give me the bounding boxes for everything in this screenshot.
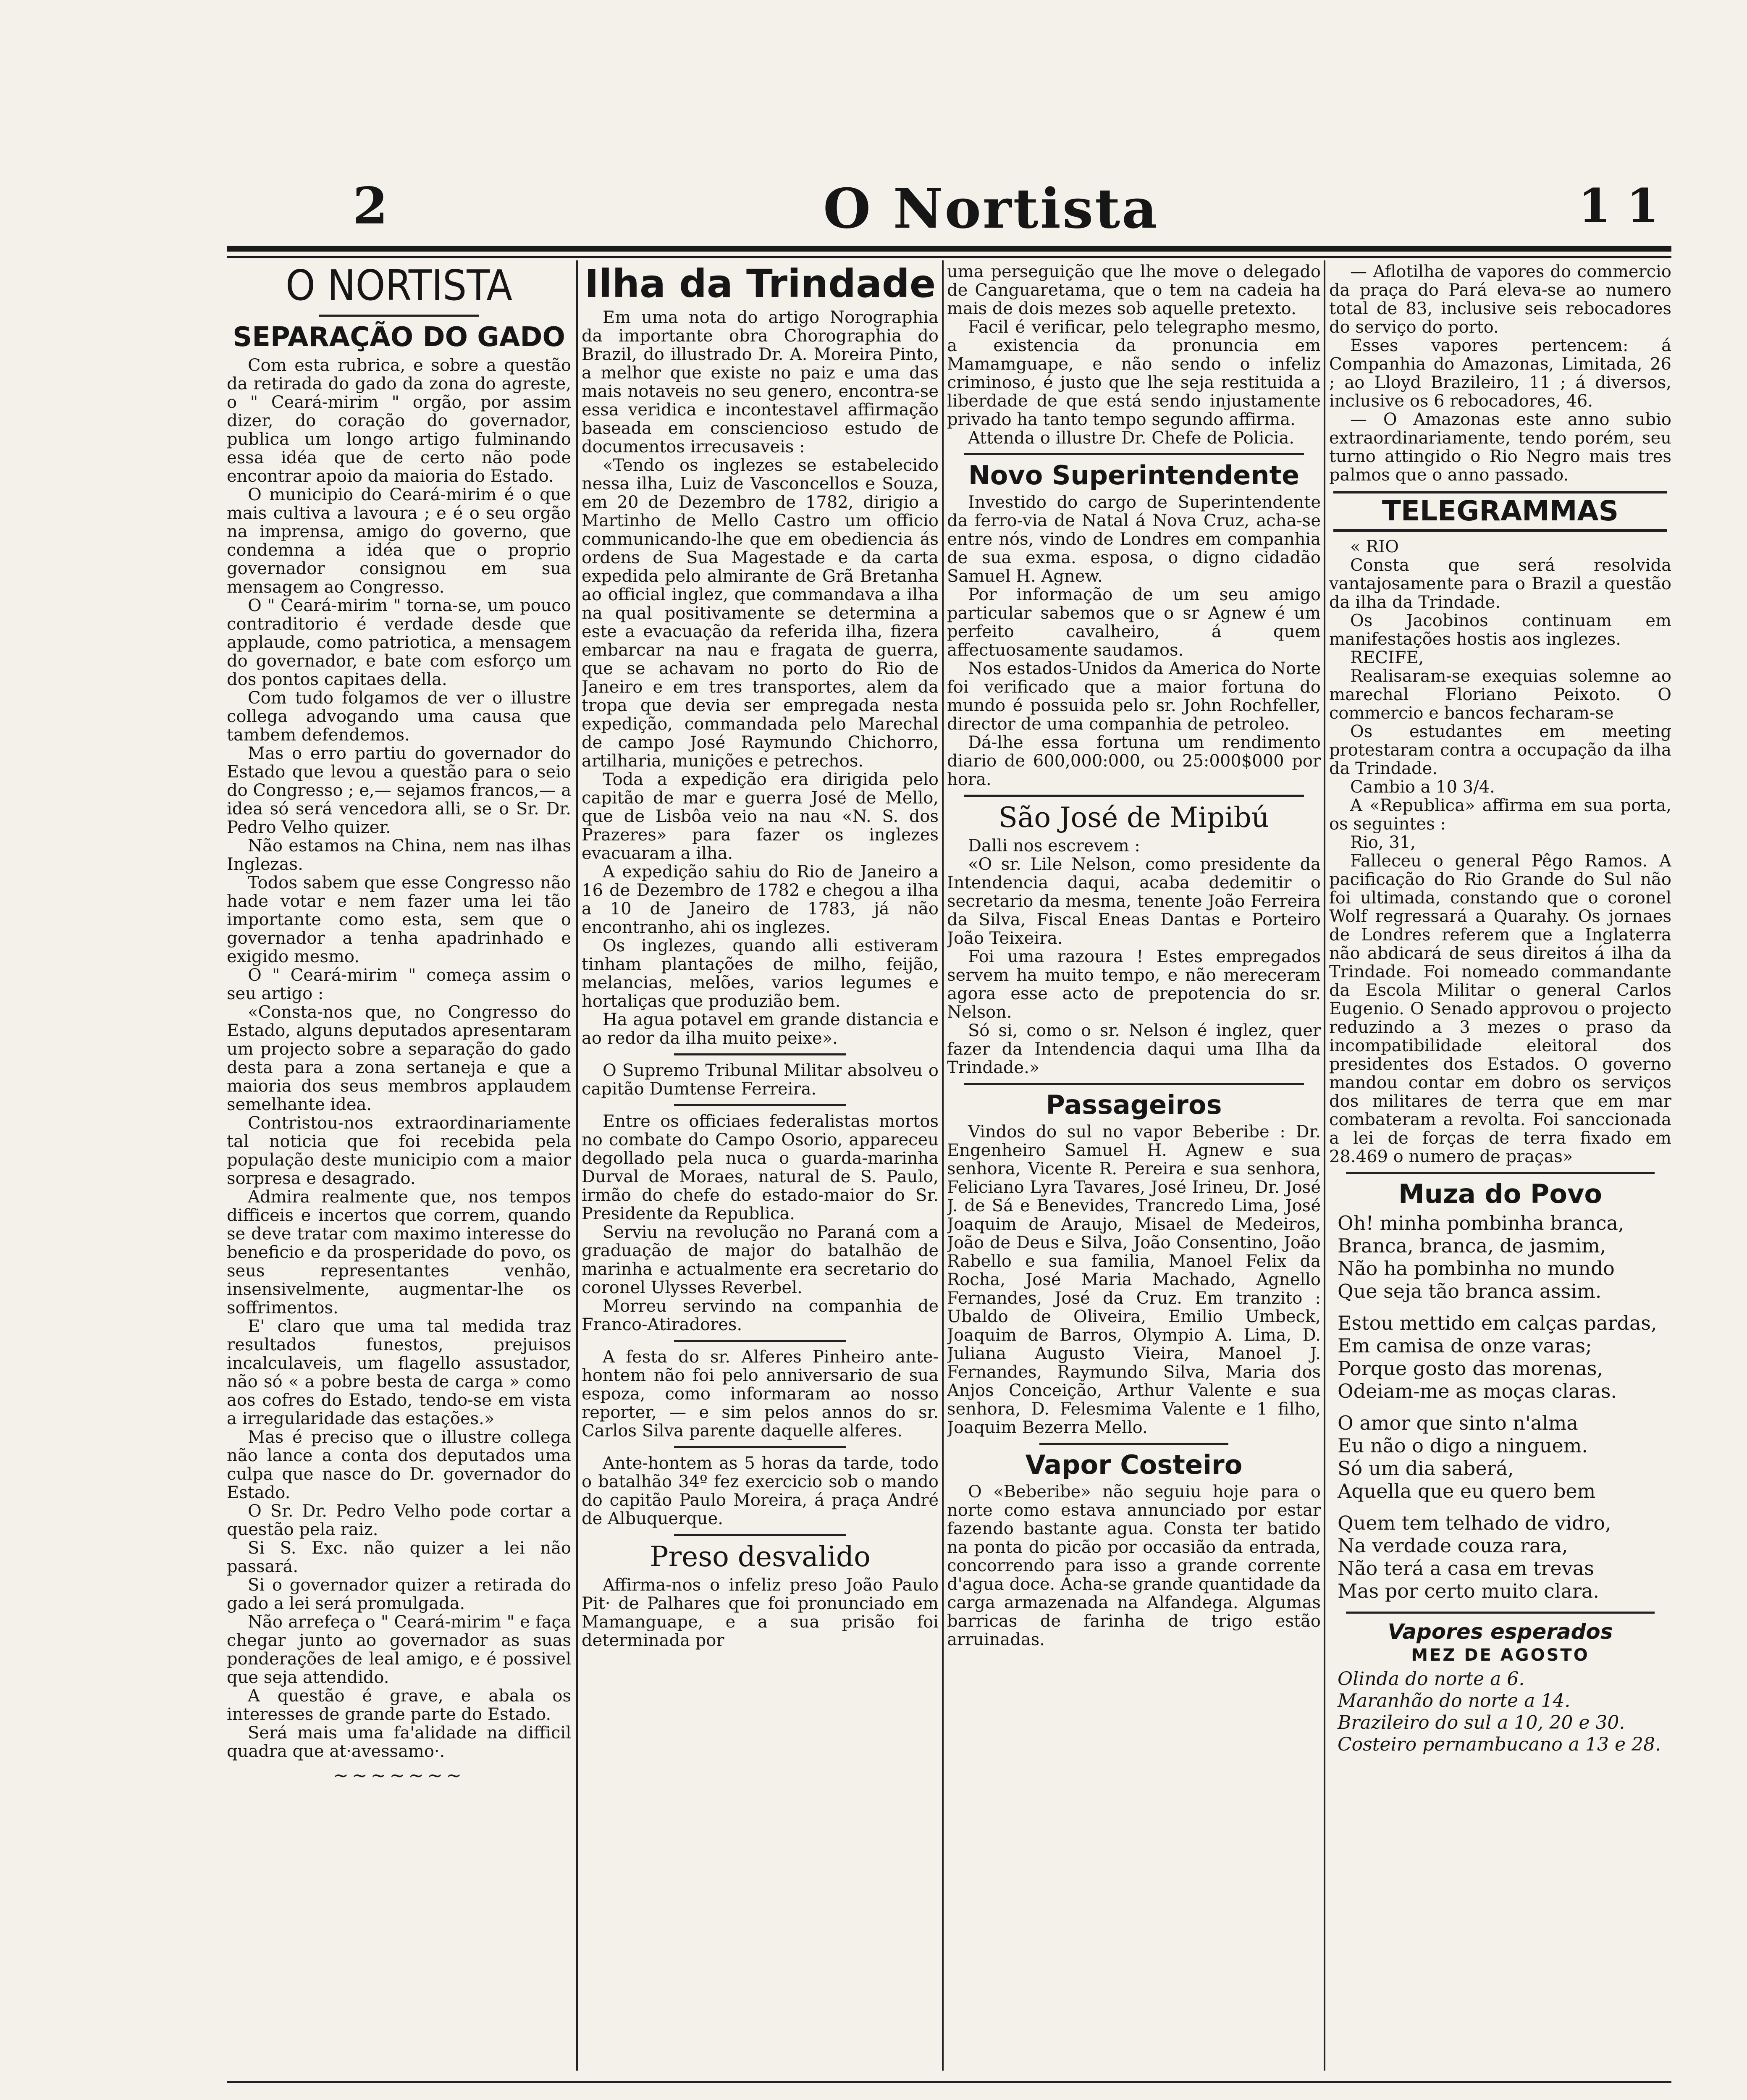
paragraph: Em uma nota do artigo Norographia da importante obra Chorographia do Brazil, do illustrado Dr. A. Moreira Pinto, a melhor que existe no paiz e uma das mais notaveis no seu genero, encontra-se essa veridica e incontestavel affirmação baseada em consciencioso estudo de documentos irrecusaveis :: [582, 308, 939, 457]
steamer-entry: Maranhão do norte a 14.: [1338, 1690, 1571, 1712]
article-title-vapor-costeiro: Vapor Costeiro: [1025, 1449, 1243, 1480]
paragraph: O " Ceará-mirim " torna-se, um pouco contraditorio é verdade desde que applaude, como patriotica, a mensagem do governador, e bate com esforço um dos pontos capitaes della.: [227, 596, 571, 690]
paragraph: Ha agua potavel em grande distancia e ao redor da ilha muito peixe».: [582, 1010, 939, 1048]
expected-steamers-subtitle: MEZ DE AGOSTO: [1411, 1645, 1590, 1665]
paragraph: O Sr. Dr. Pedro Velho pode cortar a questão pela raiz.: [227, 1502, 571, 1540]
column-4: [1329, 262, 1671, 2060]
paragraph: Ante-hontem as 5 horas da tarde, todo o batalhão 34º fez exercicio sob o mando do capitão Paulo Moreira, á praça André de Albuquerque.: [582, 1454, 939, 1529]
newspaper-title: O Nortista: [823, 176, 1159, 241]
paragraph: Por informação de um seu amigo particular sabemos que o sr Agnew é um perfeito cavalheiro, á quem affectuosamente saudamos.: [947, 585, 1321, 660]
paragraph: RECIFE,: [1350, 648, 1424, 667]
paragraph: Será mais uma fa'alidade na difficil quadra que at·avessamo·.: [227, 1723, 571, 1761]
section-rule: [674, 1534, 846, 1536]
column-3: [947, 262, 1321, 2060]
paragraph: uma perseguição que lhe move o delegado de Canguaretama, que o tem na cadeia ha mais de dois mezes sob aquelle pretexto.: [947, 262, 1321, 318]
article-body-separacao: [227, 356, 571, 1761]
paragraph: Foi uma razoura ! Estes empregados servem ha muito tempo, e não mereceram agora esse acto de prepotencia do sr. Nelson.: [947, 947, 1321, 1022]
article-body-superintendente: [947, 493, 1321, 789]
paragraph: E' claro que uma tal medida traz resultados funestos, prejuisos incalculaveis, um flagello assustador, não só « a pobre besta de carga » como aos cofres do Estado, tendo-se em vista a irregularidade das estações.»: [227, 1317, 571, 1429]
section-rule: [964, 1083, 1304, 1085]
section-rule: [1346, 1612, 1655, 1614]
poem-line: Não terá a casa em trevas: [1338, 1557, 1594, 1580]
paragraph: A questão é grave, e abala os interesses de grande parte do Estado.: [227, 1686, 571, 1725]
paragraph: Morreu servindo na companhia de Franco-Atiradores.: [582, 1297, 939, 1335]
article-body-mipibu: [947, 837, 1321, 1077]
paragraph: Os Jacobinos continuam em manifestações hostis aos inglezes.: [1329, 611, 1671, 649]
poem-line: Estou mettido em calças pardas,: [1338, 1311, 1657, 1334]
paragraph: Os estudantes em meeting protestaram contra a occupação da ilha da Trindade.: [1329, 722, 1671, 778]
section-rule: [674, 1340, 846, 1342]
article-continuation: [947, 262, 1321, 447]
paragraph: O Supremo Tribunal Militar absolveu o capitão Dumtense Ferreira.: [582, 1061, 939, 1099]
article-title-preso-desvalido: Preso desvalido: [650, 1541, 871, 1573]
poem-stanza: [1338, 1212, 1671, 1302]
paragraph: Admira realmente que, nos tempos difficeis e incertos que correm, quando se deve tratar com maximo interesse do beneficio e da prosperidade do povo, os seus representantes venhão, insensivelmente, augmentar-lhe os soffrimentos.: [227, 1187, 571, 1318]
page-number: 2: [353, 176, 388, 236]
paragraph: Falleceu o general Pêgo Ramos. A pacificação do Rio Grande do Sul não foi ultimada, constando que o coronel Wolf regressará a Quarahy. Os jornaes de Londres referem que a Inglaterra não abdicará de seus direitos á ilha da Trindade. Foi nomeado commandante da Escola Militar o general Carlos Eugenio. O Senado approvou o projecto reduzindo a 3 mezes o praso da incompatibilidade eleitoral dos presidentes dos Estados. O governo mandou contar em dobro os serviços dos militares de terra que em mar combateram a revolta. Foi sanccionada a lei de forças de terra fixado em 28.469 o numero de praças»: [1329, 851, 1671, 1166]
paragraph: Investido do cargo de Superintendente da ferro-via de Natal á Nova Cruz, acha-se entre nós, vindo de Londres em companhia de sua exma. esposa, o digno cidadão Samuel H. Agnew.: [947, 493, 1321, 586]
paragraph: Mas o erro partiu do governador do Estado que levou a questão para o seio do Congresso ; e,— sejamos francos,— a idea só será vencedora alli, se o Sr. Dr. Pedro Velho quizer.: [227, 744, 571, 837]
paragraph: «O sr. Lile Nelson, como presidente da Intendencia daqui, acaba dedemitir o secretario da mesma, tenente João Ferreira da Silva, Fiscal Eneas Dantas e Porteiro João Teixeira.: [947, 854, 1321, 948]
telegrams-heading: TELEGRAMMAS: [1382, 495, 1619, 527]
poem-line: Não ha pombinha no mundo: [1338, 1257, 1615, 1280]
paragraph: A festa do sr. Alferes Pinheiro ante-hontem não foi pelo anniversario de sua espoza, como informaram ao nosso reporter, — e sim pelos annos do sr. Carlos Silva parente daquelle alferes.: [582, 1347, 939, 1441]
poem-line: Na verdade couza rara,: [1338, 1534, 1568, 1557]
article-body-vapor-costeiro: [947, 1483, 1321, 1649]
steamer-entry: Costeiro pernambucano a 13 e 28.: [1338, 1733, 1661, 1755]
paragraph: Si o governador quizer a retirada do gado a lei será promulgada.: [227, 1575, 571, 1614]
expected-steamers: [1329, 1620, 1671, 1756]
column-divider: [1324, 260, 1325, 2071]
column-1-heading: O NORTISTA: [286, 262, 512, 310]
paragraph: Só si, como o sr. Nelson é inglez, quer fazer da Intendencia daqui uma Ilha da Trindade.»: [947, 1021, 1321, 1077]
poem-line: O amor que sinto n'alma: [1338, 1411, 1578, 1434]
poem-line: Só um dia saberá,: [1338, 1457, 1514, 1480]
edition-mark: 1 1: [1578, 178, 1659, 233]
paragraph: Com tudo folgamos de ver o illustre collega advogando uma causa que tambem defendemos.: [227, 688, 571, 745]
telegrams-body: [1329, 538, 1671, 1166]
poem-title: Muza do Povo: [1398, 1178, 1602, 1209]
paragraph: Todos sabem que esse Congresso não hade votar e nem fazer uma lei tão importante como esta, sem que o governador a tenha apadrinhado e exigido mesmo.: [227, 873, 571, 967]
masthead-rule-thin: [227, 256, 1671, 258]
column-divider: [576, 260, 578, 2071]
paragraph: O " Ceará-mirim " começa assim o seu artigo :: [227, 966, 571, 1004]
article-title-passageiros: Passageiros: [1046, 1089, 1222, 1120]
section-rule: [674, 1104, 846, 1106]
paragraph: Contristou-nos extraordinariamente tal noticia que foi recebida pela população deste municipio com a maior sorpresa e desagrado.: [227, 1113, 571, 1189]
paragraph: Os inglezes, quando alli estiveram tinham plantações de milho, feijão, melancias, melões, varios legumes e hortaliças que produzião bem.: [582, 936, 939, 1011]
paragraph: «Tendo os inglezes se estabelecido nessa ilha, Luiz de Vasconcellos e Souza, em 20 de Dezembro de 1782, dirigio a Martinho de Mello Castro um officio communicando-lhe que em obediencia ás ordens de Sua Magestade e da carta expedida pelo almirante de Grã Bretanha ao official inglez, que commandava a ilha na qual positivamente se determina a este a evacuação da referida ilha, fizera embarcar na nau e fragata de guerra, que se achavam no porto do Rio de Janeiro e em tres transportes, alem da tropa que devia ser empregada nesta expedição, commandada pelo Marechal de campo José Raymundo Chichorro, artilharia, munições e petrechos.: [582, 456, 939, 771]
poem-line: Oh! minha pombinha branca,: [1338, 1211, 1624, 1234]
article-title-superintendente: Novo Superintendente: [968, 460, 1300, 491]
poem-line: Branca, branca, de jasmim,: [1338, 1234, 1606, 1257]
masthead-rule: [227, 246, 1671, 252]
poem-line: Que seja tão branca assim.: [1338, 1279, 1602, 1302]
poem-line: Aquella que eu quero bem: [1338, 1479, 1596, 1502]
heading-rule: [319, 315, 479, 317]
end-ornament: ~~~~~~~: [333, 1765, 465, 1787]
column-2: [582, 262, 939, 2060]
steamer-entry: Brazileiro do sul a 10, 20 e 30.: [1338, 1712, 1625, 1733]
paragraph: O «Beberibe» não seguiu hoje para o norte como estava annunciado por estar fazendo bastante agua. Consta ter batido na ponta do picão por occasião da entrada, concorrendo para isso a grande corrente d'agua doce. Acha-se grande quantidade da carga armazenada na Alfandega. Algumas barricas de farinha de trigo estão arruinadas.: [947, 1482, 1321, 1650]
paragraph: — O Amazonas este anno subio extraordinariamente, tendo porém, seu turno attingido o Rio Negro mais tres palmos que o anno passado.: [1329, 410, 1671, 485]
steamer-entry: Olinda do norte a 6.: [1338, 1668, 1525, 1690]
article-title-separacao: SEPARAÇÃO DO GADO: [233, 322, 565, 353]
poem-line: Porque gosto das morenas,: [1338, 1357, 1603, 1380]
paragraph: A «Republica» affirma em sua porta, os seguintes :: [1329, 795, 1671, 834]
paragraph: Esses vapores pertencem: á Companhia do Amazonas, Limitada, 26 ; ao Lloyd Brazileiro, 11 ; á diversos, inclusive os 6 rebocadores, 46.: [1329, 336, 1671, 411]
poem: [1338, 1212, 1671, 1602]
bottom-rule: [227, 2081, 1671, 2083]
paragraph: Com esta rubrica, e sobre a questão da retirada do gado da zona do agreste, o " Ceará-mirim " orgão, por assim dizer, do coração do governador, publica um longo artigo fulminando essa idéa que de certo não pode encontrar apoio da maioria do Estado.: [227, 356, 571, 486]
section-rule: [674, 1446, 846, 1448]
paragraph: Consta que será resolvida vantajosamente para o Brazil a questão da ilha da Trindade.: [1329, 555, 1671, 612]
section-rule: [1346, 1172, 1655, 1174]
column-divider: [942, 260, 944, 2071]
poem-stanza: [1338, 1312, 1671, 1402]
paragraph: Si S. Exc. não quizer a lei não passará.: [227, 1538, 571, 1577]
paragraph: O municipio do Ceará-mirim é o que mais cultiva a lavoura ; e é o seu orgão na imprensa, amigo do governo, que condemna a idéa que o proprio governador consignou em sua mensagem ao Congresso.: [227, 485, 571, 597]
expected-steamers-title: Vapores esperados: [1388, 1619, 1613, 1644]
paragraph: « RIO: [1350, 537, 1399, 556]
paragraph: Toda a expedição era dirigida pelo capitão de mar e guerra José de Mello, que de Lisbôa veio na nau «N. S. dos Prazeres» para fazer os inglezes evacuaram a ilha.: [582, 770, 939, 864]
paragraph: Facil é verificar, pelo telegrapho mesmo, a existencia da pronuncia em Mamamguape, e não sendo o infeliz criminoso, é justo que lhe seja restituida a liberdade de que está sendo injustamente privado ha tanto tempo segundo affirma.: [947, 318, 1321, 429]
paragraph: Dalli nos escrevem :: [968, 836, 1140, 856]
paragraph: Attenda o illustre Dr. Chefe de Policia.: [968, 428, 1295, 448]
article-title-trindade: Ilha da Trindade: [584, 262, 936, 306]
telegrams-heading-box: [1333, 491, 1667, 532]
paragraph: Rio, 31,: [1350, 832, 1416, 852]
expected-steamers-list: [1329, 1668, 1671, 1756]
paragraph: A expedição sahiu do Rio de Janeiro a 16 de Dezembro de 1782 e chegou a ilha a 10 de Janeiro de 1783, já não encontranho, ahi os inglezes.: [582, 862, 939, 937]
paragraph: Vindos do sul no vapor Beberibe : Dr. Engenheiro Samuel H. Agnew e sua senhora, Vicente R. Pereira e sua senhora, Feliciano Lyra Tavares, José Irineu, Dr. José J. de Sá e Benevides, Trancredo Lima, José Joaquim de Araujo, Misael de Medeiros, João de Deus e Silva, João Consentino, João Rabello e sua familia, Manoel Felix da Rocha, José Maria Machado, Agnello Fernandes, José da Cruz. Em tranzito : Ubaldo de Oliveira, Emilio Umbeck, Joaquim de Barros, Olympio A. Lima, D. Juliana Augusto Vieira, Manoel J. Fernandes, Raymundo Silva, Maria dos Anjos Conceição, Arthur Valente e sua senhora, D. Felesmima Valente e 1 filho, Joaquim Bezerra Mello.: [947, 1122, 1321, 1437]
section-rule: [1039, 1443, 1228, 1445]
poem-line: Odeiam-me as moças claras.: [1338, 1379, 1617, 1402]
paragraph: «Consta-nos que, no Congresso do Estado, alguns deputados apresentaram um projecto sobre a separação do gado desta para a zona sertaneja e que a maioria dos seus membros applaudem semelhante idea.: [227, 1003, 571, 1115]
paragraph: Serviu na revolução no Paraná com a graduação de major do batalhão de marinha e actualmente era secretario do coronel Ulysses Reverbel.: [582, 1223, 939, 1298]
poem-line: Em camisa de onze varas;: [1338, 1334, 1592, 1357]
paragraph: Não estamos na China, nem nas ilhas Inglezas.: [227, 836, 571, 874]
article-title-mipibu: São José de Mipibú: [998, 801, 1270, 834]
poem-stanza: [1338, 1412, 1671, 1502]
paragraph: Realisaram-se exequias solemne ao marechal Floriano Peixoto. O commercio e bancos fecharam-se: [1329, 666, 1671, 723]
paragraph: — Aflotilha de vapores do commercio da praça do Pará eleva-se ao numero total de 83, inclusive seis rebocadores do serviço do porto.: [1329, 262, 1671, 337]
masthead: [227, 176, 1671, 239]
poem-line: Quem tem telhado de vidro,: [1338, 1511, 1611, 1534]
article-flotilha: [1329, 262, 1671, 484]
paragraph: Nos estados-Unidos da America do Norte foi verificado que a maior fortuna do mundo é possuida pelo sr. John Rochfeller, director de uma companhia de petroleo.: [947, 659, 1321, 734]
paragraph: Dá-lhe essa fortuna um rendimento diario de 600,000:000, ou 25:000$000 por hora.: [947, 733, 1321, 790]
section-rule: [964, 795, 1304, 797]
article-body-trindade: [582, 308, 939, 1650]
paragraph: Cambio a 10 3/4.: [1350, 777, 1495, 797]
paragraph: Affirma-nos o infeliz preso João Paulo Pit· de Palhares que foi pronunciado em Mamanguape, e a sua prisão foi determinada por: [582, 1575, 939, 1650]
paragraph: Não arrefeça o " Ceará-mirim " e faça chegar junto ao governador as suas ponderações de leal amigo, e é possivel que seja attendido.: [227, 1612, 571, 1688]
poem-stanza: [1338, 1512, 1671, 1602]
poem-line: Mas por certo muito clara.: [1338, 1579, 1599, 1602]
poem-line: Eu não o digo a ninguem.: [1338, 1434, 1588, 1457]
paragraph: Entre os officiaes federalistas mortos no combate do Campo Osorio, appareceu degollado pela nuca o guarda-marinha Durval de Moraes, natural de S. Paulo, irmão do chefe do estado-maior do Sr. Presidente da Republica.: [582, 1112, 939, 1224]
column-1: [227, 262, 571, 2060]
section-rule: [964, 453, 1304, 455]
section-rule: [674, 1053, 846, 1055]
article-body-passageiros: [947, 1123, 1321, 1437]
paragraph: Mas é preciso que o illustre collega não lance a conta dos deputados uma culpa que nasce do Dr. governador do Estado.: [227, 1428, 571, 1503]
